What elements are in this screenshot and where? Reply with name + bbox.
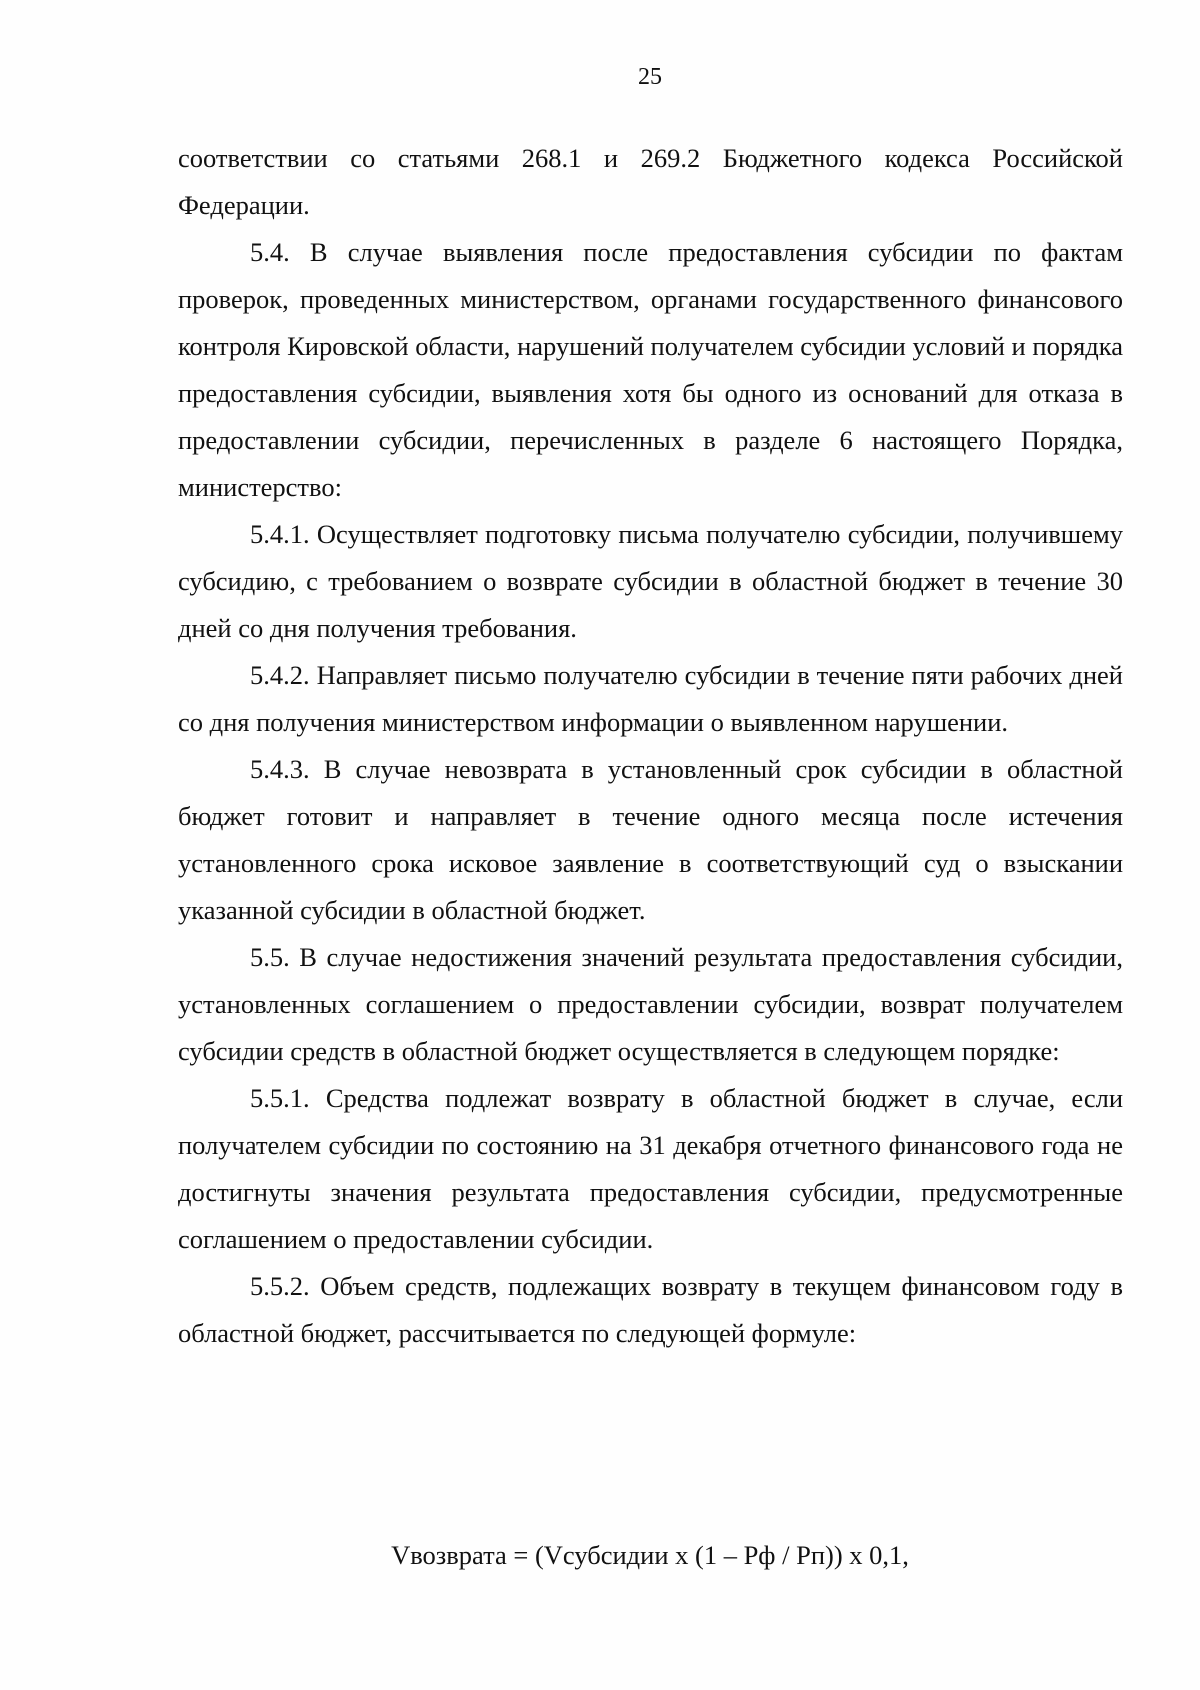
paragraph-5-4: 5.4. В случае выявления после предоставления субсидии по фактам проверок, проведенных министерством, органами государственного финансового контроля Кировской области, нарушений получателем субсидии условий и порядка предоставления субсидии, выявления хотя бы одного из оснований для отказа в предоставлении субсидии, перечисленных в разделе 6 настоящего Порядка, министерство:	[178, 237, 1123, 502]
paragraph-5-4-3: 5.4.3. В случае невозврата в установленный срок субсидии в областной бюджет готовит и направляет в течение одного месяца после истечения установленного срока исковое заявление в соответствующий суд о взыскании указанной субсидии в областной бюджет.	[178, 754, 1123, 925]
paragraph-5-4-2: 5.4.2. Направляет письмо получателю субсидии в течение пяти рабочих дней со дня получения министерством информации о выявленном нарушении.	[178, 660, 1123, 737]
paragraph-continuation: соответствии со статьями 268.1 и 269.2 Бюджетного кодекса Российской Федерации.	[178, 143, 1123, 220]
paragraph-5-5: 5.5. В случае недостижения значений результата предоставления субсидии, установленных соглашением о предоставлении субсидии, возврат получателем субсидии средств в областной бюджет осуществляется в следующем порядке:	[178, 942, 1123, 1066]
document-body	[178, 135, 1123, 1357]
paragraph-5-5-2: 5.5.2. Объем средств, подлежащих возврату в текущем финансовом году в областной бюджет, рассчитывается по следующей формуле:	[178, 1271, 1123, 1348]
page-number: 25	[638, 64, 662, 90]
formula: Vвозврата = (Vсубсидии x (1 – Рф / Рп)) x 0,1,	[391, 1540, 909, 1570]
paragraph-5-4-1: 5.4.1. Осуществляет подготовку письма получателю субсидии, получившему субсидию, с требованием о возврате субсидии в областной бюджет в течение 30 дней со дня получения требования.	[178, 519, 1123, 643]
paragraph-5-5-1: 5.5.1. Средства подлежат возврату в областной бюджет в случае, если получателем субсидии по состоянию на 31 декабря отчетного финансового года не достигнуты значения результата предоставления субсидии, предусмотренные соглашением о предоставлении субсидии.	[178, 1083, 1123, 1254]
